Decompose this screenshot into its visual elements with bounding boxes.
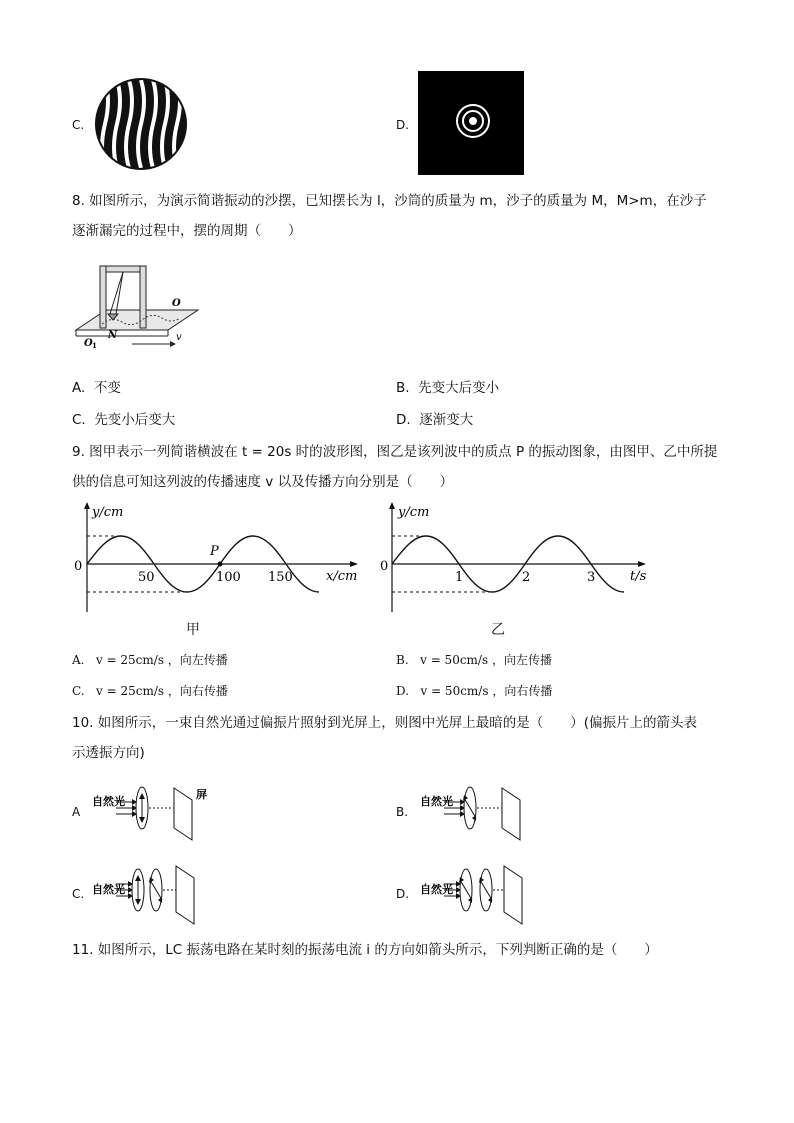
q8-label-o: O — [172, 298, 181, 309]
q10-option-c-label: C. — [72, 887, 85, 901]
q9-jia-tick-50: 50 — [138, 570, 155, 585]
q10-option-d-label: D. — [396, 887, 410, 901]
q7-option-d-figure — [418, 71, 524, 175]
q9-stem-line1: 9. 图甲表示一列简谐横波在 t = 20s 时的波形图，图乙是该列波中的质点 P 的振动图象，由图甲、乙中所提 — [72, 444, 718, 460]
q9-option-b-text: v = 50cm/s ，向左传播 — [420, 653, 552, 667]
q9-jia-y-label: y/cm — [92, 505, 124, 520]
q7-option-c-figure — [93, 76, 189, 172]
q8-option-d-label: D. — [396, 412, 411, 428]
q9-graph-jia — [70, 500, 370, 620]
q9-yi-tick-3: 3 — [587, 570, 596, 585]
q8-stem-line1: 8. 如图所示，为演示简谐振动的沙摆，已知摆长为 l，沙筒的质量为 m，沙子的质量为 M，M>m，在沙子 — [72, 193, 707, 209]
q9-yi-tick-2: 2 — [522, 570, 531, 585]
q9-jia-point-p: P — [210, 544, 219, 559]
q8-option-b-text: 先变大后变小 — [418, 380, 500, 396]
q10-option-a-label: A — [72, 805, 81, 819]
q9-option-a-text: v = 25cm/s ，向左传播 — [95, 653, 228, 667]
q8-option-b-label: B. — [396, 380, 410, 396]
q10-option-b-label: B. — [396, 805, 409, 819]
q10-stem-line1: 10. 如图所示，一束自然光通过偏振片照射到光屏上，则图中光屏上最暗的是（ ）(偏振片上的箭头表 — [72, 715, 698, 731]
q8-option-b[interactable] — [396, 378, 499, 398]
q10-option-c-figure[interactable] — [92, 862, 212, 926]
q10-d-light-label: 自然光 — [420, 883, 453, 896]
q9-yi-x-label: t/s — [630, 569, 647, 584]
q9-option-b-label: B. — [396, 653, 409, 667]
q8-option-c-text: 先变小后变大 — [94, 412, 176, 428]
q9-caption-yi: 乙 — [491, 622, 505, 638]
q7-option-c-label: C. — [72, 118, 85, 132]
q9-option-d[interactable] — [396, 681, 552, 701]
q10-a-screen-label: 屏 — [196, 788, 207, 801]
q9-yi-tick-1: 1 — [455, 570, 464, 585]
q11-stem-line1: 11. 如图所示，LC 振荡电路在某时刻的振荡电流 i 的方向如箭头所示，下列判断正确的是（ ） — [72, 942, 658, 958]
q9-option-c-text: v = 25cm/s ，向右传播 — [96, 684, 228, 698]
q9-option-c-label: C. — [72, 684, 85, 698]
q9-yi-y-label: y/cm — [398, 505, 430, 520]
q9-graph-yi — [378, 500, 658, 620]
q8-label-v: v — [176, 332, 182, 343]
q9-option-a[interactable] — [72, 650, 228, 670]
q9-yi-origin: 0 — [380, 559, 389, 574]
q8-option-a[interactable] — [72, 378, 121, 398]
q10-b-light-label: 自然光 — [420, 795, 453, 808]
q9-option-a-label: A. — [72, 653, 85, 667]
q8-stem-line2: 逐渐漏完的过程中，摆的周期（ ） — [72, 223, 302, 239]
q7-option-d-label: D. — [396, 118, 410, 132]
q10-a-light-label: 自然光 — [92, 795, 125, 808]
q8-option-d-text: 逐渐变大 — [419, 412, 474, 428]
q10-option-a-figure[interactable] — [92, 782, 222, 842]
q8-label-o1: O — [84, 338, 93, 349]
q9-option-b[interactable] — [396, 650, 552, 670]
q10-option-b-figure[interactable] — [420, 782, 530, 842]
q8-option-c-label: C. — [72, 412, 86, 428]
q8-option-a-text: 不变 — [93, 380, 121, 396]
q9-jia-origin: 0 — [74, 559, 83, 574]
q9-caption-jia: 甲 — [186, 622, 200, 638]
q9-option-c[interactable] — [72, 681, 228, 701]
q9-option-d-label: D. — [396, 684, 410, 698]
q10-stem-line2: 示透振方向) — [72, 745, 145, 761]
q8-label-n: N — [108, 330, 118, 341]
q8-option-d[interactable] — [396, 410, 473, 430]
q8-option-c[interactable] — [72, 410, 175, 430]
q9-stem-line2: 供的信息可知这列波的传播速度 v 以及传播方向分别是（ ） — [72, 474, 454, 490]
q8-sand-pendulum-figure — [72, 262, 202, 354]
q9-jia-tick-150: 150 — [268, 570, 293, 585]
q10-option-d-figure[interactable] — [420, 862, 540, 926]
q8-option-a-label: A. — [72, 380, 86, 396]
q10-c-light-label: 自然光 — [92, 883, 125, 896]
q9-jia-tick-100: 100 — [216, 570, 241, 585]
q9-jia-x-label: x/cm — [326, 569, 358, 584]
q9-option-d-text: v = 50cm/s ，向右传播 — [420, 684, 553, 698]
q8-label-o1-sub: 1 — [92, 341, 97, 350]
